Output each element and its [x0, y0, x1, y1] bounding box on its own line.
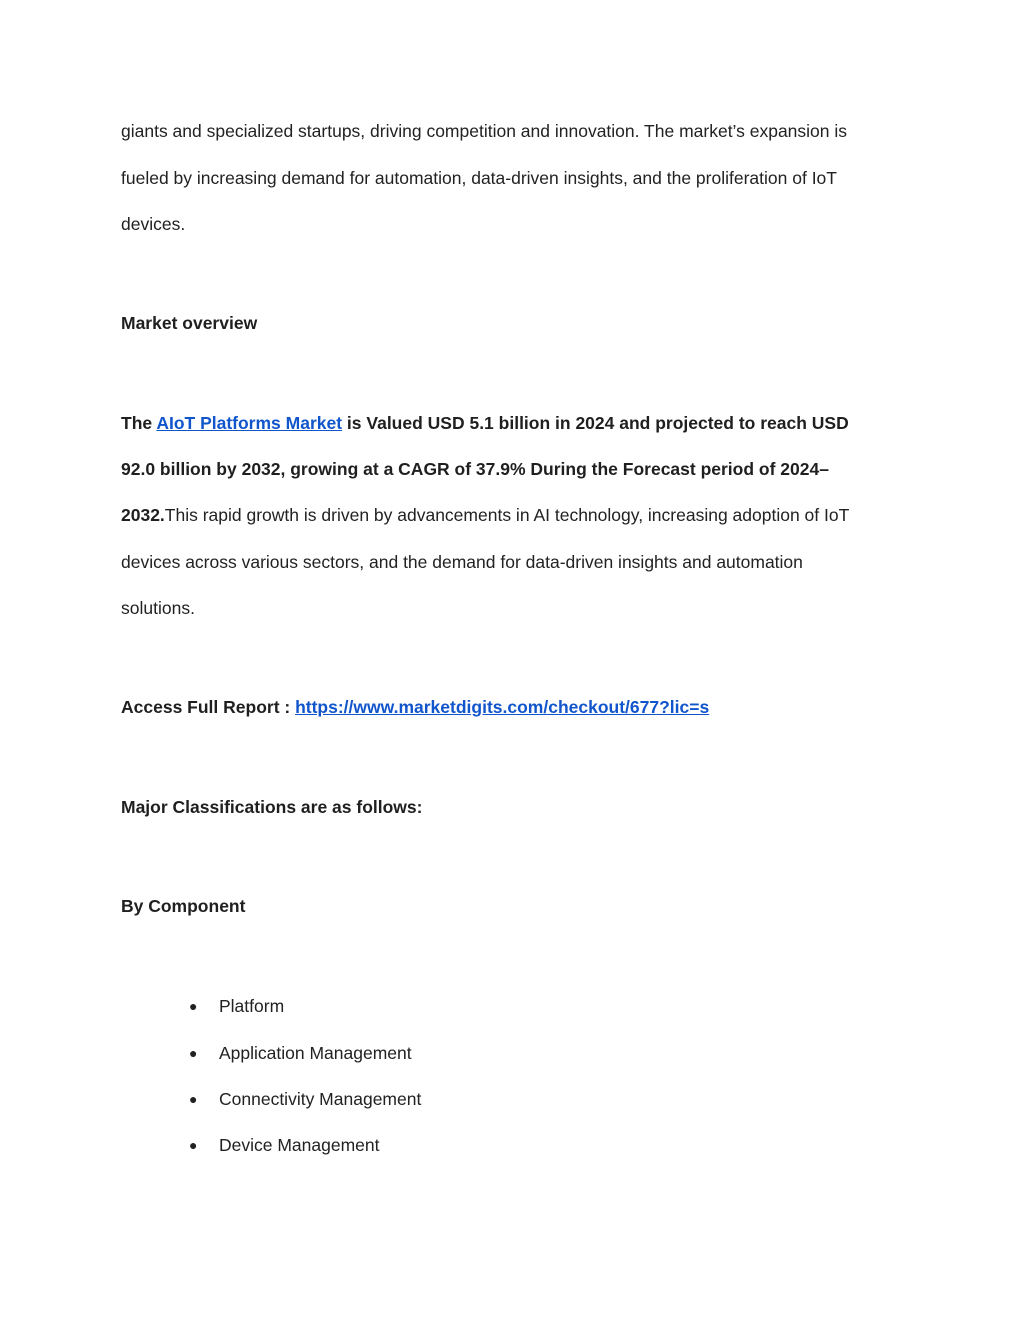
classifications-heading: Major Classifications are as follows:: [121, 797, 423, 817]
overview-line-2: 92.0 billion by 2032, growing at a CAGR of 37.9% During the Forecast period of 2024–: [121, 459, 829, 479]
overview-year-bold: 2032.: [121, 505, 165, 525]
access-report-line: [121, 695, 709, 719]
overview-suffix: is Valued USD 5.1 billion in 2024 and projected to reach USD: [342, 413, 849, 433]
access-report-link[interactable]: https://www.marketdigits.com/checkout/677?lic=s: [295, 697, 710, 717]
overview-line-3-text: This rapid growth is driven by advancements in AI technology, increasing adoption of IoT: [164, 505, 850, 525]
list-item-label: Device Management: [219, 1135, 380, 1155]
intro-line-3: devices.: [121, 214, 186, 234]
overview-line-3: [121, 503, 849, 527]
list-item-label: Application Management: [219, 1043, 412, 1063]
by-component-heading: By Component: [121, 896, 246, 916]
market-overview-heading: Market overview: [121, 313, 258, 333]
bullet-icon: ●: [189, 1137, 198, 1153]
list-item-label: Connectivity Management: [219, 1089, 422, 1109]
aiot-market-link[interactable]: AIoT Platforms Market: [156, 413, 343, 433]
intro-line-1: giants and specialized startups, driving competition and innovation. The market’s expansion is: [121, 121, 848, 141]
overview-line-1: [121, 411, 849, 435]
overview-prefix: The: [121, 413, 157, 433]
overview-line-4: devices across various sectors, and the demand for data-driven insights and automation: [121, 552, 803, 572]
intro-line-2: fueled by increasing demand for automation, data-driven insights, and the proliferation of IoT: [121, 168, 837, 188]
bullet-icon: ●: [189, 998, 198, 1014]
bullet-icon: ●: [189, 1045, 198, 1061]
list-item-label: Platform: [219, 996, 285, 1016]
access-report-label: Access Full Report :: [121, 697, 296, 717]
overview-line-5: solutions.: [121, 598, 195, 618]
bullet-icon: ●: [189, 1091, 198, 1107]
